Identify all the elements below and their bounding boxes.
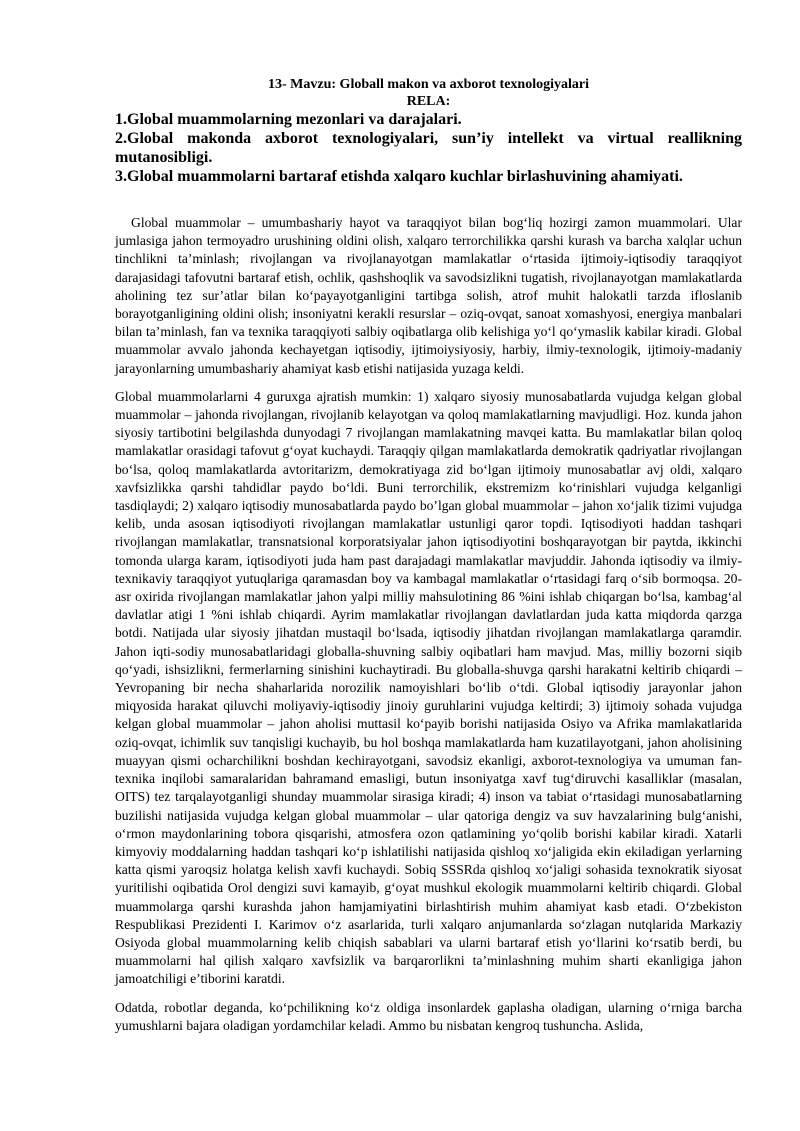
document-title: 13- Mavzu: Globall makon va axborot texnologiyalari <box>268 77 589 92</box>
plan-label: RELA: <box>406 94 451 109</box>
plan-item-1: 1.Global muammolarning mezonlari va darajalari. <box>115 111 462 128</box>
body-paragraph-3: Odatda, robotlar deganda, ko‘pchilikning ko‘z oldiga insonlardek gaplasha oladigan, ularning o‘rniga barcha yumushlarni bajara oladigan yordamchilar keladi. Ammo bu nisbatan kengroq tushuncha. Aslida, <box>115 999 742 1033</box>
body-paragraph-2: Global muammolarlarni 4 guruxga ajratish mumkin: 1) xalqaro siyosiy munosabatlarda vujudga kelgan global muammolar – jahonda rivojlangan, rivojlanib kelayotgan va qoloq mamlakatlarning mavjudligi. Hoz. kunda jahon siyosiy tartibotini belgilashda dunyodagi 7 rivojlangan mamlakatning mavqei katta. Bu mamlakatlar bilan qoloq mamlakatlar orasidagi tafovut g‘oyat kuchaydi. Taraqqiy qilgan mamlakatlarda demokratik qadriyatlar rivojlangan bo‘lsa, qoloq mamlakatlarda avtoritarizm, demokratiyaga zid bo‘lgan ijtimoiy munosabatlar avj oldi, xalqaro xavfsizlikka qarshi tahdidlar paydo bo‘ldi. Buni terrorchilik, ekstremizm ko‘rinishlari vujudga kelganligi tasdiqlaydi; 2) xalqaro iqtisodiy munosabatlarda paydo bo’lgan global muammolar – jahon xo‘jalik tizimi vujudga kelib, unda asosan iqtisodiyoti rivojlangan mamlakatlar ustunligi qaror topdi. Iqtisodiyoti haddan tashqari rivojlangan mamlakatlar, transnatsional korporatsiyalar jahon iqtisodiyotini boshqarayotgan bir paytda, ikkinchi tomonda ularga karam, iqtisodiyoti juda ham past darajadagi mamlakatlar mavjuddir. Jahonda iqtisodiy va ilmiy-texnikaviy taraqqiyot yutuqlariga qaramasdan boy va kambagal mamlakatlar o‘rtasidagi farq o‘sib bormoqsa. 20-asr oxirida rivojlangan mamlakatlar jahon yalpi milliy mahsulotining 86 %ini ishlab chiqargan bo‘lsa, kambag‘al davlatlar atigi 1 %ni ishlab chiqardi. Ayrim mamlakatlar rivojlangan davlatlardan juda katta miqdorda qarzga botdi. Natijada ular siyosiy jihatdan mustaqil bo‘lsada, iqtisodiy jihatdan rivojlangan mamlakatlarga qaramdir. Jahon iqti-sodiy munosabatlaridagi globalla-shuvning salbiy oqibatlari ham mavjud. Mas, milliy bozorni siqib qo‘yadi, ishsizlikni, fermerlarning sinishini kuchaytiradi. Bu globalla-shuvga qarshi harakatni keltirib chiqardi – Yevropaning bir necha shaharlarida norozilik namoyishlari bo‘lib o‘tdi. Global iqtisodiy jarayonlar jahon miqyosida harakat qiluvchi moliyaviy-iqtisodiy jinoiy guruhlarini vujudga keltirdi; 3) ijtimoiy sohada vujudga kelgan global muammolar – jahon aholisi muttasil ko‘payib borishi natijasida Osiyo va Afrika mamlakatlarida oziq-ovqat, ichimlik suv tanqisligi kuchayib, bu hol boshqa mamlakatlarda ham kuzatilayotgani, jahon aholisining muayyan qismi ocharchilikni boshdan kechirayotgani, savodsiz ekanligi, axborot-texnologiya va umuman fan-texnika inqilobi samaralaridan bahramand emasligi, butun insoniyatga xavf tug‘diruvchi kasalliklar (masalan, OITS) tez tarqalayotganligi shunday muammolar sirasiga kiradi; 4) inson va tabiat o‘rtasidagi munosabatlarning buzilishi natijasida vujudga kelgan global muammolar – ular qatoriga dengiz va suv havzalarining bulg‘anishi, o‘rmon maydonlarining tobora qisqarishi, atmosfera ozon qatlamining yo‘qolib borishi kabilar kiradi. Xatarli kimyoviy moddalarning haddan tashqari ko‘p ishlatilishi natijasida qishloq xo‘jaligida ekin ekiladigan yerlarning katta qismi yaroqsiz holatga kelish xavfi kuchaydi. Sobiq SSSRda qishloq xo‘jaligi sohasida texnokratik siyosat yuritilishi oqibatida Orol dengizi suvi kamayib, g‘oyat mushkul ekologik muammolarni keltirib chiqardi. Global muammolarga qarshi kurashda jahon hamjamiyatini birlashtirish muhim ahamiyat kasb etadi. O‘zbekiston Respublikasi Prezidenti I. Karimov o‘z asarlarida, turli xalqaro anjumanlarda so‘zlagan nutqlarida Markaziy Osiyoda global muammolarning kelib chiqish sabablari va ularni bartaraf etish yo‘llarini ko‘rsatib berdi, bu muammolarni hal qilish xalqaro xavfsizlik va barqarorlikni ta’minlashning muhim sharti ekanligiga jahon jamoatchiligi e’tiborini karatdi. <box>115 388 742 987</box>
section-spacer <box>115 186 742 214</box>
plan-item-2: 2.Global makonda axborot texnologiyalari, sun’iy intellekt va virtual reallikning mutanosibligi. <box>115 130 742 166</box>
plan-item-3: 3.Global muammolarni bartaraf etishda xalqaro kuchlar birlashuvining ahamiyati. <box>115 168 683 185</box>
body-paragraph-1: Global muammolar – umumbashariy hayot va taraqqiyot bilan bog‘liq hozirgi zamon muammolari. Ular jumlasiga jahon termoyadro urushining oldini olish, xalqaro terrorchilikka qarshi kurash va barcha xalqlar uchun tinchlikni ta’minlash; rivojlangan va rivojlanayotgan mamlakatlar o‘rtasida ijtimoiy-iqtisodiy taraqqiyot darajasidagi tafovutni bartaraf etish, ochlik, qashshoqlik va savodsizlikni tugatish, rivojlanayotgan mamlakatlarda aholining tez sur’atlar bilan ko‘payayotganligini tartibga solish, atrof muhit halokatli tarzda ifloslanib borayotganligining oldini olish; insoniyatni kerakli resurslar – oziq-ovqat, sanoat xomashyosi, energiya manbalari bilan ta’minlash, fan va texnika taraqqiyoti salbiy oqibatlarga olib kelishiga yo‘l qo‘ymaslik kabilar kiradi. Global muammolar avvalo jahonda kechayetgan iqtisodiy, ijtimoiysiyosiy, harbiy, ilmiy-texnologik, ijtimoiy-madaniy jarayonlarning umumbashariy ahamiyat kasb etishi natijasida yuzaga keldi. <box>115 215 742 376</box>
